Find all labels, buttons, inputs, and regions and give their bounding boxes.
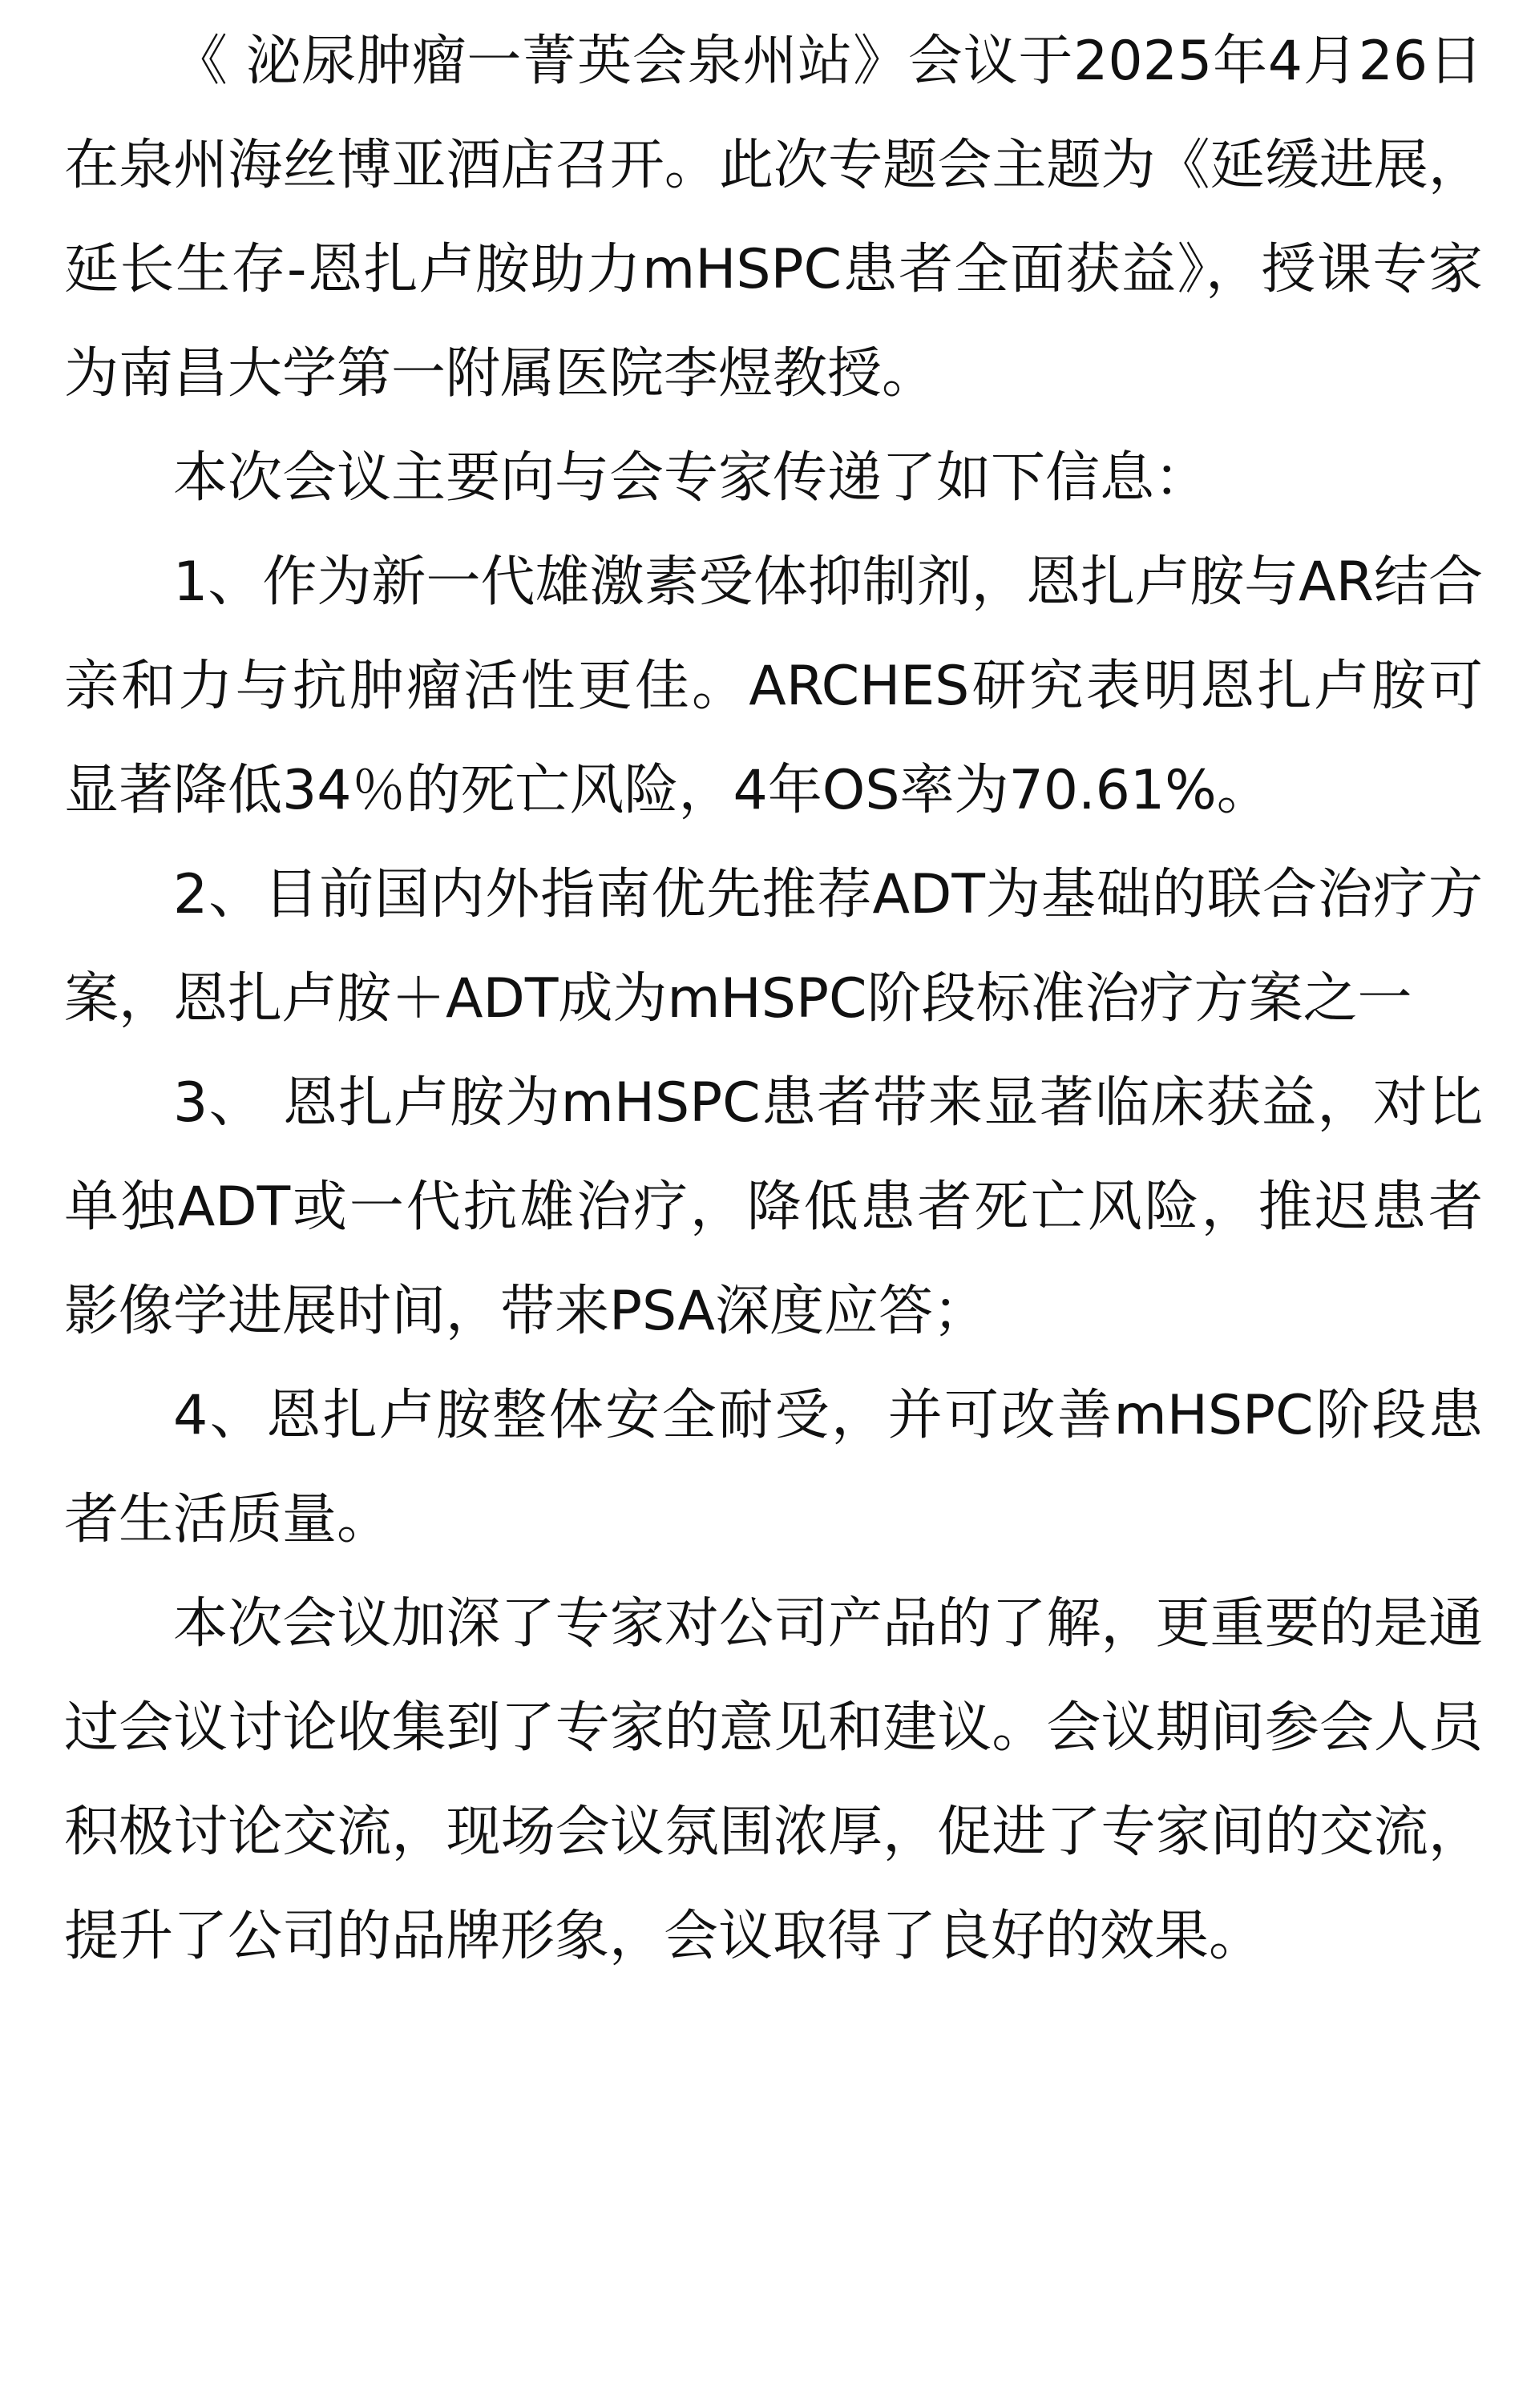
paragraph-point-4: 4、恩扎卢胺整体安全耐受，并可改善mHSPC阶段患者生活质量。 bbox=[64, 1384, 1483, 1551]
meeting-report-article bbox=[64, 10, 1483, 1989]
paragraph-point-1: 1、作为新一代雄激素受体抑制剂，恩扎卢胺与AR结合亲和力与抗肿瘤活性更佳。ARCHES研究表明恩扎卢胺可显著降低34％的死亡风险，4年OS率为70.61%。 bbox=[64, 551, 1483, 822]
paragraph-point-3: 3、 恩扎卢胺为mHSPC患者带来显著临床获益，对比单独ADT或一代抗雄治疗，降低患者死亡风险，推迟患者影像学进展时间，带来PSA深度应答； bbox=[64, 1071, 1483, 1343]
paragraph-point-2: 2、目前国内外指南优先推荐ADT为基础的联合治疗方案，恩扎卢胺＋ADT成为mHSPC阶段标准治疗方案之一 bbox=[64, 863, 1483, 1031]
paragraph-conclusion: 本次会议加深了专家对公司产品的了解，更重要的是通过会议讨论收集到了专家的意见和建议。会议期间参会人员积极讨论交流，现场会议氛围浓厚，促进了专家间的交流，提升了公司的品牌形象，会议取得了良好的效果。 bbox=[64, 1592, 1483, 1968]
paragraph-meeting-intro: 《 泌尿肿瘤一菁英会泉州站》会议于2025年4月26日在泉州海丝博亚酒店召开。此次专题会主题为《延缓进展，延长生存-恩扎卢胺助力mHSPC患者全面获益》，授课专家为南昌大学第一附属医院李煜教授。 bbox=[64, 30, 1483, 405]
paragraph-key-messages-intro: 本次会议主要向与会专家传递了如下信息： bbox=[173, 446, 1210, 510]
